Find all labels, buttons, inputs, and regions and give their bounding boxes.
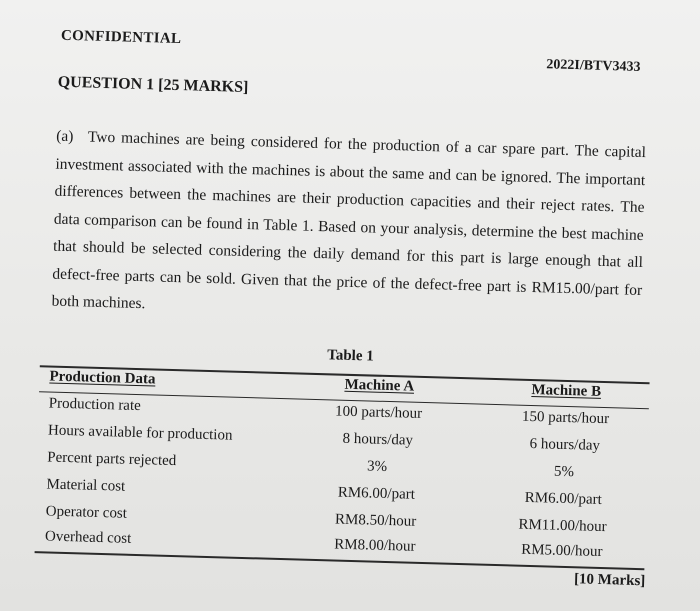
machine-a-value: 8 hours/day	[342, 430, 414, 449]
part-label: (a)	[55, 127, 74, 146]
header-machine-b: Machine B	[531, 381, 602, 400]
row-label: Operator cost	[45, 503, 128, 522]
machine-b-value: RM6.00/part	[524, 489, 603, 508]
marks-label: [10 Marks]	[573, 571, 646, 590]
machine-a-value: 3%	[366, 458, 388, 475]
table-caption: Table 1	[326, 347, 374, 365]
machine-a-value: RM8.00/hour	[334, 536, 416, 555]
confidential-label: CONFIDENTIAL	[60, 27, 182, 48]
machine-b-value: RM11.00/hour	[518, 516, 607, 536]
question-paragraph	[51, 123, 646, 332]
question-text: Two machines are being considered for the production of a car spare part. The capital investment associated with the machines is about the same and can be ignored. The important differences between the machines are their production capacities and their reject rates. The data comparison can be found in Table 1. Based on your analysis, determine the best machine that should be selected considering the daily demand for this part is large enough that all defect-free parts can be sold. Given that the price of the defect-free part is RM15.00/part for both machines.	[51, 128, 647, 313]
header-machine-a: Machine A	[344, 376, 415, 395]
machine-a-value: RM8.50/hour	[334, 511, 417, 530]
machine-b-value: 6 hours/day	[529, 435, 601, 454]
machine-b-value: RM5.00/hour	[520, 541, 603, 561]
row-label: Overhead cost	[44, 528, 132, 547]
question-title: QUESTION 1 [25 MARKS]	[57, 73, 249, 96]
row-label: Percent parts rejected	[47, 449, 177, 470]
header-production-data: Production Data	[49, 368, 156, 388]
machine-a-value: RM6.00/part	[337, 484, 416, 503]
machine-a-value: 100 parts/hour	[334, 403, 423, 422]
row-label: Hours available for production	[47, 422, 233, 444]
row-label: Material cost	[46, 476, 126, 495]
course-code: 2022I/BTV3433	[546, 57, 641, 75]
machine-b-value: 5%	[553, 463, 575, 481]
row-label: Production rate	[48, 395, 142, 415]
data-table	[40, 365, 650, 561]
machine-b-value: 150 parts/hour	[521, 408, 610, 428]
